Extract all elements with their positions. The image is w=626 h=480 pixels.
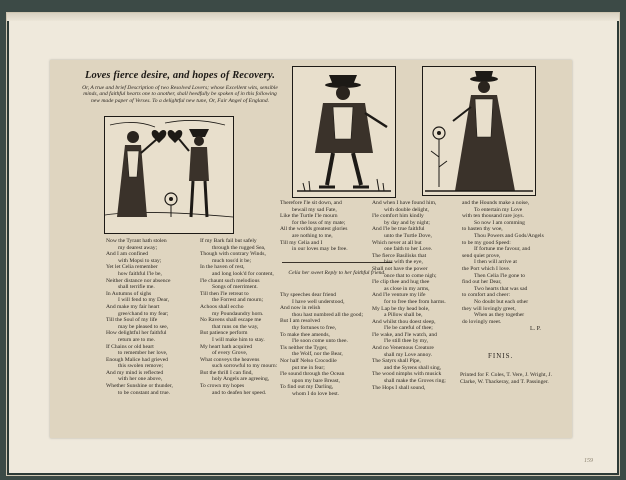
- verse-line: such sorrowful to my mourn:: [212, 363, 278, 370]
- verse-line: Neither distance nor absence: [106, 277, 171, 284]
- verse-line: with double delight,: [384, 206, 429, 213]
- verse-line: The wood nimphs with musick: [372, 371, 442, 378]
- verse-line: To make thee amends,: [280, 331, 330, 338]
- verse-line: I'le sound through the Ocean: [280, 371, 345, 378]
- woodcut-woman-drawing: [423, 67, 535, 195]
- verse-line: If fortune me favour, and: [474, 246, 531, 253]
- verse-line: put me in fear;: [292, 364, 325, 371]
- verse-line: that runs on the way,: [212, 323, 259, 330]
- verse-line: to be my good Speed:: [462, 239, 511, 246]
- verse-line: my Poundaundry horn.: [212, 310, 264, 317]
- verse-line: Whether Sunshine or thunder,: [106, 383, 173, 390]
- verse-line: Though with contrary Winds,: [200, 251, 266, 258]
- verse-line: No Ravens shall escape me: [200, 317, 262, 324]
- verse-line: What conveys the heavens: [200, 356, 260, 363]
- verse-line: Till the Soul of my life: [106, 317, 158, 324]
- verse-line: I'le chaunt such melodious: [200, 277, 260, 284]
- verse-line: find out her Dear,: [462, 279, 502, 286]
- verse-line: Songs of merriment.: [212, 284, 258, 291]
- verse-line: I'le wake, and I'le watch, and: [372, 331, 437, 338]
- verse-line: to remember her love,: [118, 350, 168, 357]
- verse-line: the Port which I love.: [462, 265, 511, 272]
- verse-line: In Autumns of sighs: [106, 290, 152, 297]
- verse-line: Thy speeches dear friend: [280, 292, 337, 298]
- verse-line: to hasten thy woe,: [462, 226, 503, 233]
- verse-line: I then will arrive at: [474, 259, 517, 266]
- verse-column-5: [462, 200, 562, 325]
- verse-line: Thou Powers and Gods/Angels: [474, 232, 544, 239]
- verse-line: No doubt but each other: [474, 298, 529, 305]
- woodcut-man-image: [292, 66, 396, 198]
- verse-line: send quiet prove,: [462, 252, 501, 259]
- verse-line: Therefore I'le sit down, and: [280, 200, 342, 206]
- woodcut-couple-image: [104, 116, 234, 234]
- verse-line: So now I am comming: [474, 219, 525, 226]
- verse-line: To find out my Darling,: [280, 384, 334, 391]
- printer-imprint: Printed for F. Coles, T. Vere, J. Wright, J. Clarke, W. Thackeray, and T. Passinger.: [460, 372, 552, 385]
- verse-line: for the loss of my mate;: [292, 219, 346, 226]
- verse-line: they will lovingly greet,: [462, 305, 516, 312]
- verse-line: shall my Love annoy.: [384, 351, 433, 358]
- verse-line: thou hast numbred all the good;: [292, 311, 363, 318]
- verse-line: Two hearts that was sad: [474, 285, 528, 292]
- verse-line: And I'le venture my life: [372, 292, 426, 299]
- verse-line: Tis neither the Tyger,: [280, 344, 328, 351]
- verse-line: I have well understood,: [292, 298, 345, 305]
- verse-line: And make my fair heart: [106, 303, 160, 310]
- verse-line: this swolen remove;: [118, 363, 164, 370]
- verse-line: as close in my arms,: [384, 285, 430, 292]
- verse-line: My heart hath acquired: [200, 343, 253, 350]
- verse-line: and long look'd for content,: [212, 270, 274, 277]
- verse-line: the Forrest and mourn;: [212, 297, 264, 304]
- verse-line: through the rugged Sea,: [212, 244, 266, 251]
- verse-line: in our loves may be free.: [292, 246, 348, 253]
- verse-line: bewail my sad Fate,: [292, 206, 337, 213]
- verse-line: once that to come nigh;: [384, 272, 437, 279]
- verse-line: And when I have found him,: [372, 200, 437, 206]
- verse-line: gree/chand to my fear;: [118, 310, 169, 317]
- reply-heading: Celia her sweet Reply to her faithful friend.: [288, 270, 386, 276]
- verse-line: I'le be careful of thee;: [384, 325, 433, 332]
- verse-line: When as they together: [474, 312, 525, 319]
- verse-line: to comfort and cheer:: [462, 292, 510, 299]
- verse-line: for to free thee from harms.: [384, 298, 446, 305]
- verse-column-4: [372, 200, 464, 391]
- album-hinge-strip: [7, 13, 619, 21]
- album-page-number: 159: [584, 458, 593, 464]
- verse-line: The fierce Basilisks that: [372, 252, 427, 259]
- verse-line: Enough Malice had grieved: [106, 356, 168, 363]
- verse-line: Which never at all but: [372, 239, 422, 246]
- woodcut-man-drawing: [293, 67, 395, 197]
- woodcut-couple-drawing: [105, 117, 233, 233]
- verse-line: Now the Tyrant hath stolen: [106, 238, 167, 244]
- author-initials: L. P.: [530, 326, 541, 332]
- verse-line: But the thrill I can find,: [200, 369, 253, 376]
- verse-line: I'le soon come unto thee.: [292, 338, 348, 345]
- verse-line: Yet let Celia remember: [106, 264, 158, 271]
- verse-line: And now in relish: [280, 305, 321, 312]
- finis-mark: FINIS.: [488, 352, 514, 360]
- verse-line: upon my bare Breast,: [292, 377, 340, 384]
- ballad-subtitle: Or, A true and brief Description of two Resolved Lovers; whose Excellent wits, sensible minds, and faithful hearts one to another, shall heedfully be spoken of in this following new made paper of Verses. To a delightful new tune, Or, Fair Angel of England.: [82, 85, 278, 104]
- verse-line: are nothing to me,: [292, 232, 333, 239]
- verse-line: And my mind is reflected: [106, 369, 164, 376]
- verse-line: do lovingly meet.: [462, 318, 502, 325]
- verse-line: Till my Celia and I: [280, 239, 323, 246]
- verse-line: to be constant and true.: [118, 389, 171, 396]
- verse-line: Shall not have the power: [372, 265, 428, 272]
- verse-line: And whilst thou doest sleep,: [372, 318, 436, 325]
- verse-line: To crown my hopes: [200, 383, 245, 390]
- verse-line: Then Celia I'le gone to: [474, 272, 526, 279]
- verse-line: with her one above,: [118, 376, 163, 383]
- verse-line: And I'le be true faithful: [372, 226, 425, 233]
- verse-line: I'le comfort him kindly: [372, 213, 424, 220]
- verse-line: with Mopsi to stay;: [118, 257, 162, 264]
- broadside-sheet: [50, 60, 572, 438]
- verse-line: and the Hounds make a noise,: [462, 200, 530, 206]
- verse-line: of every Grove,: [212, 350, 248, 357]
- verse-line: I will make him to stay.: [212, 336, 265, 343]
- verse-line: If Chains or old heart: [106, 343, 154, 350]
- verse-line: how faithful I'le be,: [118, 270, 162, 277]
- verse-line: hiss with the eye,: [384, 259, 423, 266]
- verse-line: by day and by night;: [384, 219, 430, 226]
- verse-line: How delightful her faithful: [106, 330, 167, 337]
- verse-line: Like the Turtle I'le mourn: [280, 213, 338, 220]
- verse-line: And no Venemous Creature: [372, 345, 434, 352]
- verse-line: one faith to her Love.: [384, 246, 433, 253]
- verse-line: My Lap be thy head bole,: [372, 305, 430, 312]
- verse-line: and to deafen her speed.: [212, 389, 267, 396]
- verse-line: But I am resolved: [280, 318, 320, 325]
- verse-line: In the haven of rest,: [200, 264, 245, 271]
- verse-line: Achoos shall eccho: [200, 303, 244, 310]
- verse-line: I'le clip thee and hug thee: [372, 279, 430, 286]
- verse-line: All the worlds greatest glories: [280, 226, 348, 233]
- verse-line: To entertain my Love: [474, 206, 523, 213]
- verse-line: shall make the Groves ring;: [384, 378, 446, 385]
- verse-line: If my Bark fail but safely: [200, 238, 257, 244]
- verse-line: thy fortunes to free,: [292, 324, 337, 331]
- verse-line: my dearest away;: [118, 244, 158, 251]
- verse-column-1: [106, 238, 198, 396]
- verse-line: The Satyrs shall Pipe,: [372, 358, 421, 365]
- verse-line: the Wolf, nor the Bear,: [292, 351, 343, 358]
- verse-line: holy Angels are agreeing,: [212, 376, 270, 383]
- verse-column-2: [200, 238, 292, 396]
- verse-line: and the Syrens shall sing,: [384, 364, 442, 371]
- verse-line: may be pleased to see,: [118, 323, 169, 330]
- verse-line: with ten thousand rare joys.: [462, 213, 524, 220]
- ballad-title: Loves fierce desire, and hopes of Recovery.: [85, 70, 275, 81]
- verse-line: shall terrifie me.: [118, 284, 155, 291]
- verse-line: much toss'd it be;: [212, 257, 252, 264]
- verse-line: unto the Turtle Dove,: [384, 232, 432, 239]
- verse-line: Till then I'le retreat to: [200, 290, 249, 297]
- verse-line: But patience perform: [200, 330, 248, 337]
- verse-line: a Pillow shall be,: [384, 312, 423, 319]
- verse-line: return are to me.: [118, 336, 155, 343]
- verse-line: Nor half Nelso Crocodile: [280, 357, 337, 364]
- verse-line: And I am confined: [106, 251, 149, 258]
- verse-line: I'le still thee by my,: [384, 338, 428, 345]
- woodcut-woman-image: [422, 66, 536, 196]
- verse-line: whom I do love best.: [292, 390, 340, 397]
- verse-line: I will fend to my Dear,: [118, 297, 170, 304]
- verse-line: The Hops I shall sound,: [372, 384, 426, 391]
